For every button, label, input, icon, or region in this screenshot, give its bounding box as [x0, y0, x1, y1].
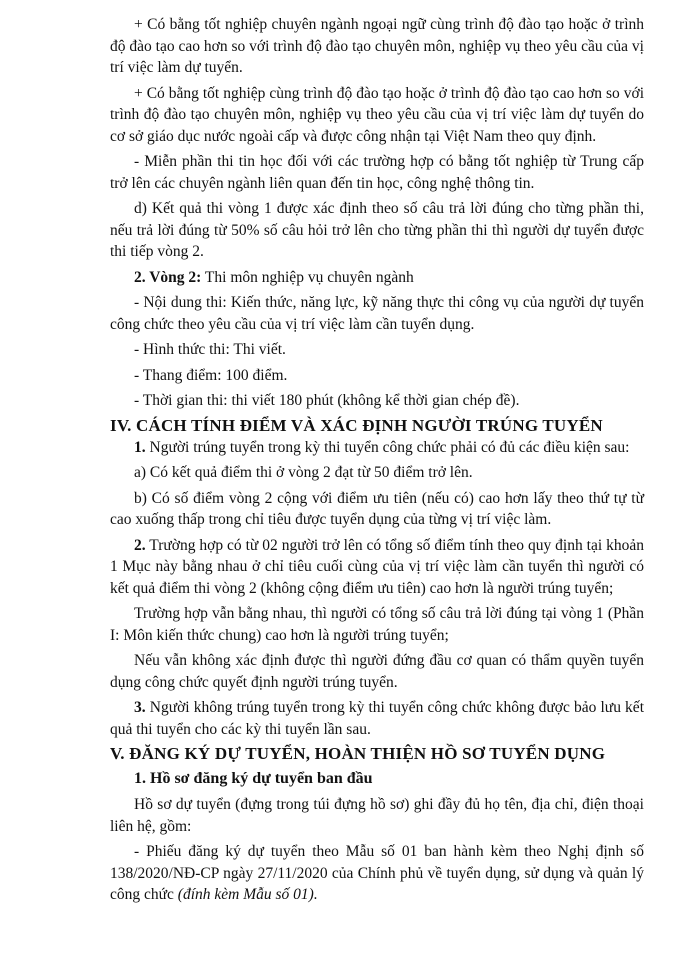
- registration-form-text: - Phiếu đăng ký dự tuyển theo Mẫu số 01 ban hành kèm theo Nghị định số 138/2020/NĐ-CP ngày 27/11/2020 của Chính phủ về tuyển dụng, sử dụng và quản lý công chức: [110, 843, 644, 903]
- paragraph-exam-content: - Nội dung thi: Kiến thức, năng lực, kỹ năng thực thi công vụ của người dự tuyển công chức theo yêu cầu của vị trí việc làm cần tuyển dụng.: [110, 294, 644, 333]
- attachment-note: (đính kèm Mẫu số 01).: [177, 886, 318, 903]
- item-text: Người không trúng tuyển trong kỳ thi tuyển công chức không được bảo lưu kết quả thi tuyển cho các kỳ thi tuyển lần sau.: [110, 699, 644, 738]
- item-text: Trường hợp có từ 02 người trở lên có tổng số điểm tính theo quy định tại khoản 1 Mục này bằng nhau ở chỉ tiêu cuối cùng của vị trí việc làm cần tuyển thì người có kết quả điểm thi vòng 2 (không cộng điểm ưu tiên) cao hơn là người trúng tuyển;: [110, 536, 644, 597]
- paragraph-foreign-language-degree: + Có bằng tốt nghiệp chuyên ngành ngoại ngữ cùng trình độ đào tạo hoặc ở trình độ đào tạo cao hơn so với trình độ đào tạo chuyên môn, nghiệp vụ theo yêu cầu của vị trí việc làm dự tuyển.: [110, 16, 644, 76]
- item-number: 2.: [134, 536, 146, 554]
- round2-text: Thi môn nghiệp vụ chuyên ngành: [201, 268, 414, 286]
- paragraph-exam-format: - Hình thức thi: Thi viết.: [134, 341, 286, 358]
- paragraph-exam-duration: - Thời gian thi: thi viết 180 phút (không kể thời gian chép đề).: [134, 392, 520, 409]
- item-text: Người trúng tuyển trong kỳ thi tuyển công chức phải có đủ các điều kiện sau:: [145, 438, 630, 456]
- paragraph-exam-scale: - Thang điểm: 100 điểm.: [134, 366, 288, 384]
- paragraph-condition-b: b) Có số điểm vòng 2 cộng với điểm ưu tiên (nếu có) cao hơn lấy theo thứ tự từ cao xuống thấp trong chỉ tiêu được tuyển dụng của từng vị trí việc làm.: [110, 489, 644, 528]
- paragraph-round2-title: [110, 267, 644, 289]
- paragraph-no-reserve: [110, 697, 644, 740]
- paragraph-tie-decision: Nếu vẫn không xác định được thì người đứng đầu cơ quan có thẩm quyền tuyển dụng công chức quyết định người trúng tuyển.: [110, 652, 644, 691]
- paragraph-dossier-intro: Hồ sơ dự tuyển (đựng trong túi đựng hồ sơ) ghi đầy đủ họ tên, địa chỉ, điện thoại liên hệ, gồm:: [110, 796, 644, 835]
- heading-section-v: V. ĐĂNG KÝ DỰ TUYỂN, HOÀN THIỆN HỒ SƠ TUYỂN DỤNG: [110, 744, 606, 763]
- paragraph-tie-still: Trường hợp vẫn bằng nhau, thì người có tổng số câu trả lời đúng tại vòng 1 (Phần I: Môn kiến thức chung) cao hơn là người trúng tuyển;: [110, 605, 644, 644]
- round2-label: 2. Vòng 2:: [134, 268, 202, 286]
- paragraph-condition-a: a) Có kết quả điểm thi ở vòng 2 đạt từ 50 điểm trở lên.: [134, 464, 473, 481]
- paragraph-winner-conditions: [110, 437, 644, 459]
- paragraph-tie-case: [110, 535, 644, 600]
- paragraph-foreign-degree: + Có bằng tốt nghiệp cùng trình độ đào tạo hoặc ở trình độ đào tạo cao hơn so với trình độ đào tạo chuyên môn, nghiệp vụ theo yêu cầu của vị trí việc làm dự tuyển do cơ sở giáo dục nước ngoài cấp và được công nhận tại Việt Nam theo quy định.: [110, 84, 644, 145]
- paragraph-round1-result: d) Kết quả thi vòng 1 được xác định theo số câu trả lời đúng cho từng phần thi, nếu trả lời đúng từ 50% số câu hỏi trở lên cho từng phần thi thì người dự tuyển được thi tiếp vòng 2.: [110, 200, 644, 260]
- item-number: 3.: [134, 699, 146, 716]
- paragraph-it-exemption: - Miễn phần thi tin học đối với các trường hợp có bằng tốt nghiệp từ Trung cấp trở lên các chuyên ngành liên quan đến tin học, công nghệ thông tin.: [110, 153, 644, 192]
- heading-section-iv: IV. CÁCH TÍNH ĐIỂM VÀ XÁC ĐỊNH NGƯỜI TRÚNG TUYỂN: [110, 415, 603, 435]
- paragraph-registration-form: [110, 841, 644, 906]
- heading-application-dossier: 1. Hồ sơ đăng ký dự tuyển ban đầu: [134, 770, 373, 787]
- item-number: 1.: [134, 438, 146, 456]
